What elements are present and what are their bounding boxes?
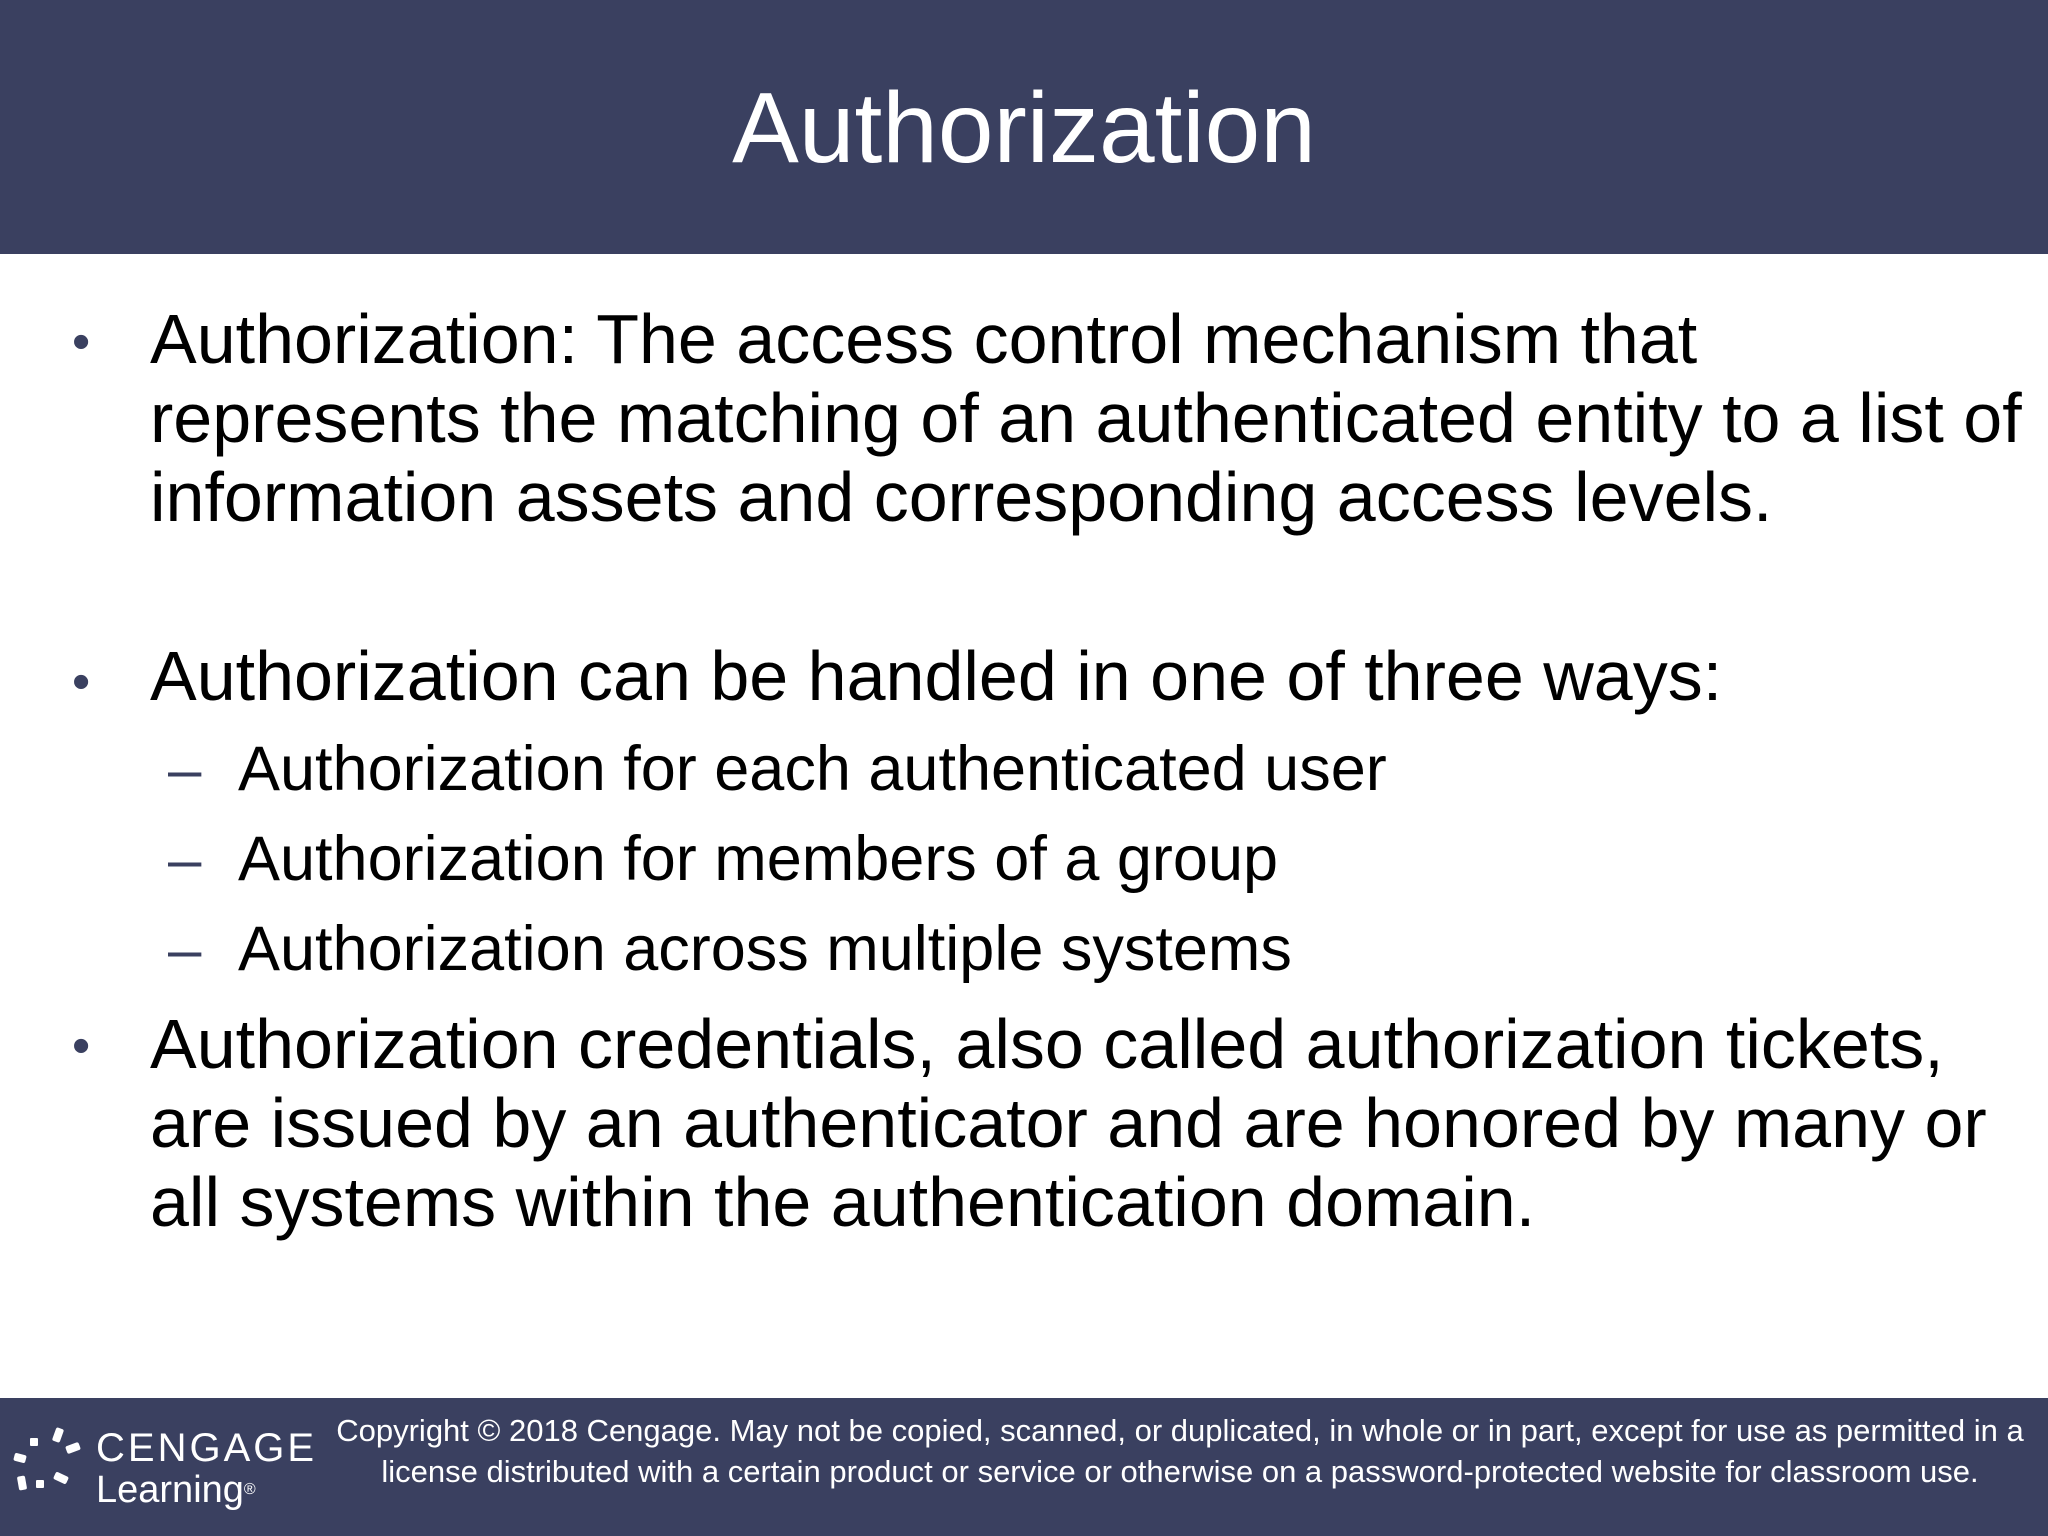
- slide-title: Authorization: [732, 72, 1316, 184]
- bullet-marker: •: [72, 1017, 91, 1075]
- bullet-marker: •: [72, 313, 91, 371]
- sub-bullet-marker: –: [168, 916, 202, 983]
- sub-bullet-text-2: Authorization for members of a group: [238, 824, 1279, 894]
- slide-footer-bar: [0, 1398, 2048, 1536]
- bullet-text-2: Authorization can be handled in one of three ways:: [150, 637, 1723, 715]
- bullet-text-3: Authorization credentials, also called authorization tickets, are issued by an authenticator and are honored by many or all systems within the authentication domain.: [150, 1005, 1987, 1241]
- logo-text-learning: [96, 1468, 256, 1512]
- logo-text-cengage: CENGAGE: [96, 1426, 318, 1470]
- bullet-marker: •: [72, 653, 91, 711]
- sub-bullet-marker: –: [168, 736, 202, 803]
- sub-bullet-marker: –: [168, 826, 202, 893]
- sub-bullet-text-1: Authorization for each authenticated user: [238, 734, 1387, 804]
- bullet-text-1: Authorization: The access control mechanism that represents the matching of an authenticated entity to a list of information assets and corresponding access levels.: [150, 300, 2022, 536]
- sub-bullet-text-3: Authorization across multiple systems: [238, 914, 1292, 984]
- cengage-burst-icon: [8, 1420, 88, 1510]
- registered-mark: ®: [243, 1481, 256, 1498]
- cengage-logo: [8, 1420, 318, 1520]
- copyright-notice: Copyright © 2018 Cengage. May not be copied, scanned, or duplicated, in whole or in part, except for use as permitted in a license distributed with a certain product or service or otherwise on a password-protected website for classroom use.: [336, 1413, 2024, 1489]
- logo-learning-word: Learning: [96, 1469, 244, 1511]
